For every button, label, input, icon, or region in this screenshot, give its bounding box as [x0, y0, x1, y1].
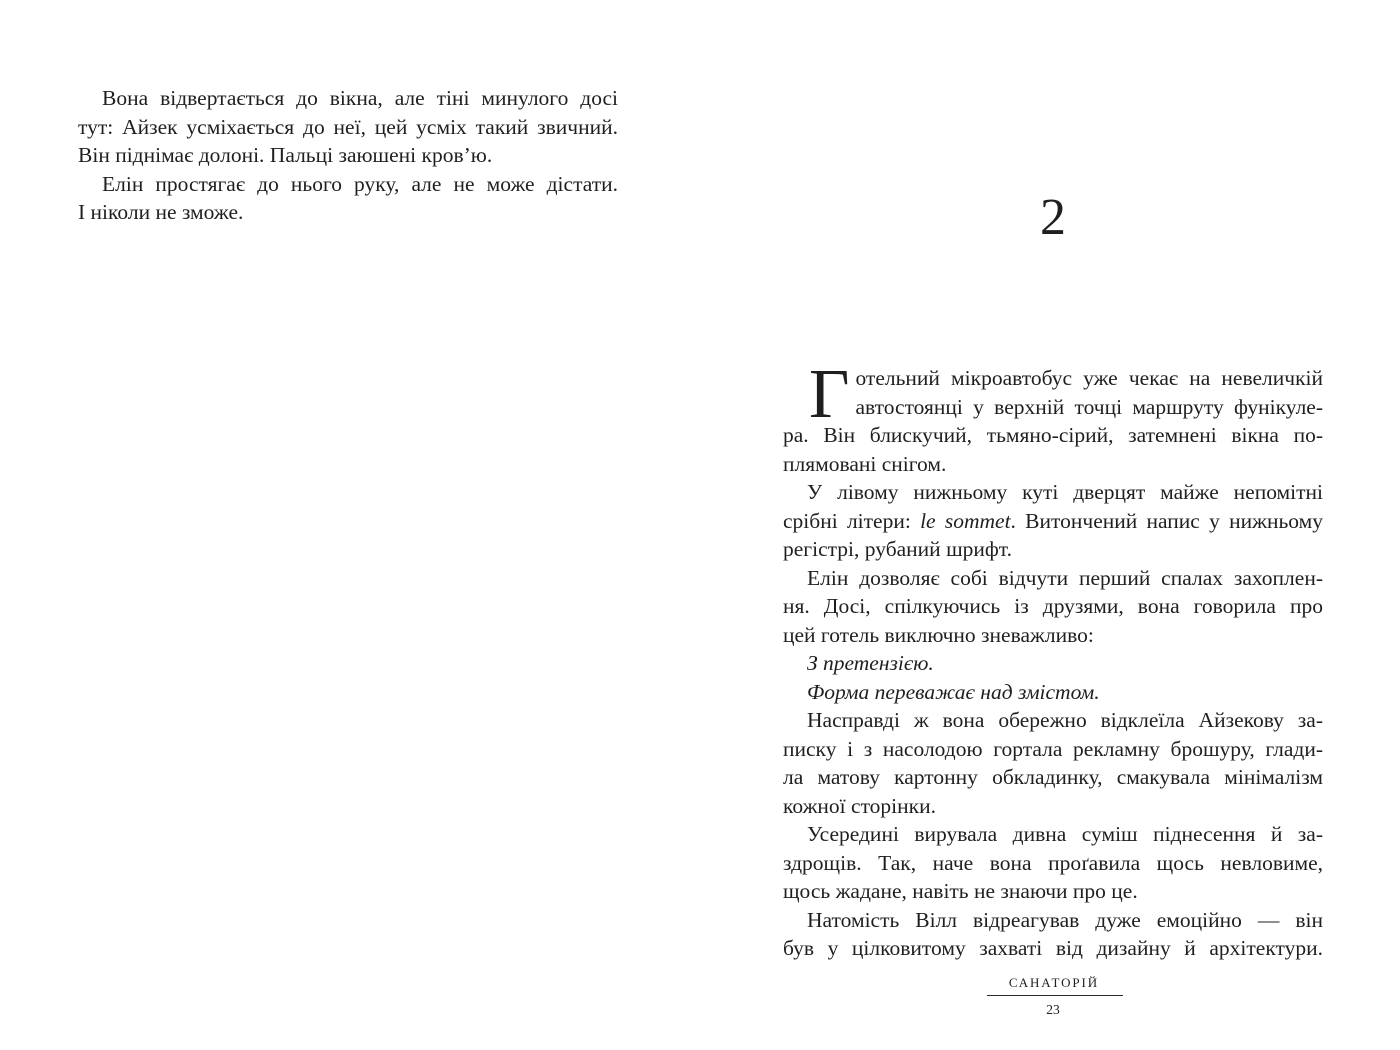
text-line: Форма переважає над змістом. — [807, 679, 1100, 704]
text-line: З претензією. — [807, 651, 934, 675]
text-line: кожної сторінки. — [783, 793, 936, 818]
text-segment: срібні літери: — [783, 508, 921, 533]
text-line: тут: Айзек усміхається до неї, цей усміх такий звичний. — [78, 114, 618, 139]
text-line: У лівому нижньому куті дверцят майже непомітні — [807, 480, 1323, 504]
text-line: Насправді ж вона обережно відклеїла Айзекову за- — [807, 708, 1323, 732]
running-head: САНАТОРІЙ — [1008, 975, 1100, 990]
text-line: Вона відвертається до вікна, але тіні минулого досі — [102, 86, 618, 110]
text-line: регістрі, рубаний шрифт. — [783, 537, 1012, 561]
text-line: плямовані снігом. — [783, 451, 947, 476]
text-line: писку і з насолодою гортала рекламну брошуру, глади- — [783, 736, 1323, 761]
text-line: був у цілковитому захваті від дизайну й архітектури. — [783, 936, 1323, 960]
right-page-text — [783, 356, 1323, 963]
chapter-number: 2 — [1040, 189, 1066, 246]
paragraph — [78, 84, 618, 170]
paragraph — [783, 356, 1323, 478]
text-line: ра. Він блискучий, тьмяно-сірий, затемнені вікна по- — [783, 423, 1323, 447]
text-line: Елін дозволяє собі відчути перший спалах захоплен- — [807, 565, 1323, 590]
paragraph — [783, 478, 1323, 564]
text-line: І ніколи не зможе. — [78, 200, 244, 224]
text-line: здрощів. Так, наче вона проґавила щось невловиме, — [783, 850, 1323, 875]
text-line: цей готель виключно зневажливо: — [783, 622, 1094, 647]
italic-text: le sommet — [920, 508, 1011, 533]
paragraph — [783, 706, 1323, 820]
text-line: Усередині вирувала дивна суміш піднесення й за- — [807, 822, 1323, 846]
paragraph — [783, 820, 1323, 906]
text-line: Він піднімає долоні. Пальці заюшені кров’ю. — [78, 143, 493, 167]
page-number: 23 — [1046, 1002, 1060, 1017]
text-line — [783, 507, 1323, 536]
paragraph — [783, 678, 1323, 707]
drop-cap: Г — [809, 356, 850, 433]
paragraph — [783, 906, 1323, 963]
paragraph — [783, 564, 1323, 650]
text-line: автостоянці у верхній точці маршруту фунікуле- — [855, 394, 1323, 419]
text-line: ла матову картонну обкладинку, смакувала мінімалізм — [783, 765, 1323, 789]
text-segment: . Витончений напис у нижньому — [1010, 508, 1323, 533]
text-line: ня. Досі, спілкуючись із друзями, вона говорила про — [783, 594, 1323, 618]
paragraph — [78, 170, 618, 227]
text-line: Готельний мікроавтобус уже чекає на невеличкій — [783, 364, 1323, 393]
text-line: Натомість Вілл відреагував дуже емоційно — він — [807, 907, 1323, 932]
text-line: щось жадане, навіть не знаючи про це. — [783, 879, 1138, 903]
paragraph — [783, 649, 1323, 678]
left-page-text — [78, 84, 618, 227]
text-line: Елін простягає до нього руку, але не може дістати. — [102, 171, 618, 196]
footer-rule — [987, 995, 1123, 996]
